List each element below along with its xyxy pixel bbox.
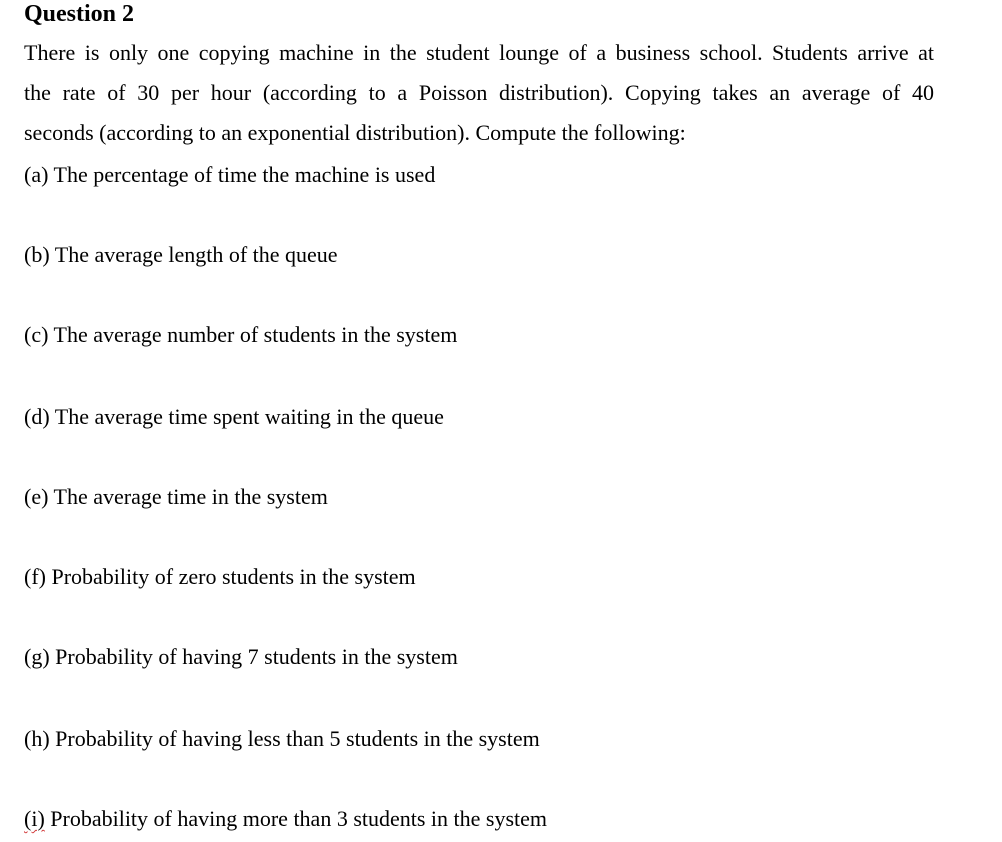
question-title: Question 2 <box>24 1 135 27</box>
part-g-text: Probability of having 7 students in the system <box>55 644 458 669</box>
part-e-text: The average time in the system <box>53 484 328 509</box>
intro-line-3: seconds (according to an exponential distribution). Compute the following: <box>24 120 686 145</box>
part-c <box>24 322 457 348</box>
part-e-label: (e) <box>24 484 49 509</box>
part-a-text: The percentage of time the machine is used <box>53 162 436 187</box>
part-b-text: The average length of the queue <box>54 242 338 267</box>
intro-line-1: There is only one copying machine in the student lounge of a business school. Students arrive at <box>24 40 934 65</box>
part-a <box>24 162 435 188</box>
intro-line-2: the rate of 30 per hour (according to a Poisson distribution). Copying takes an average of 40 <box>24 80 934 105</box>
part-c-label: (c) <box>24 322 49 347</box>
part-c-text: The average number of students in the system <box>53 322 458 347</box>
part-b-label: (b) <box>24 242 50 267</box>
part-f-text: Probability of zero students in the system <box>51 564 416 589</box>
part-i <box>24 806 547 832</box>
part-i-label: (i) <box>24 806 45 831</box>
part-d-label: (d) <box>24 404 50 429</box>
part-f <box>24 564 416 590</box>
part-g-label: (g) <box>24 644 50 669</box>
part-d <box>24 404 444 430</box>
part-g <box>24 644 458 670</box>
part-d-text: The average time spent waiting in the queue <box>54 404 444 429</box>
part-h-label: (h) <box>24 726 50 751</box>
part-h-text: Probability of having less than 5 students in the system <box>55 726 540 751</box>
part-e <box>24 484 328 510</box>
part-a-label: (a) <box>24 162 49 187</box>
part-h <box>24 726 540 752</box>
part-i-text: Probability of having more than 3 students in the system <box>50 806 548 831</box>
part-b <box>24 242 338 268</box>
part-f-label: (f) <box>24 564 46 589</box>
